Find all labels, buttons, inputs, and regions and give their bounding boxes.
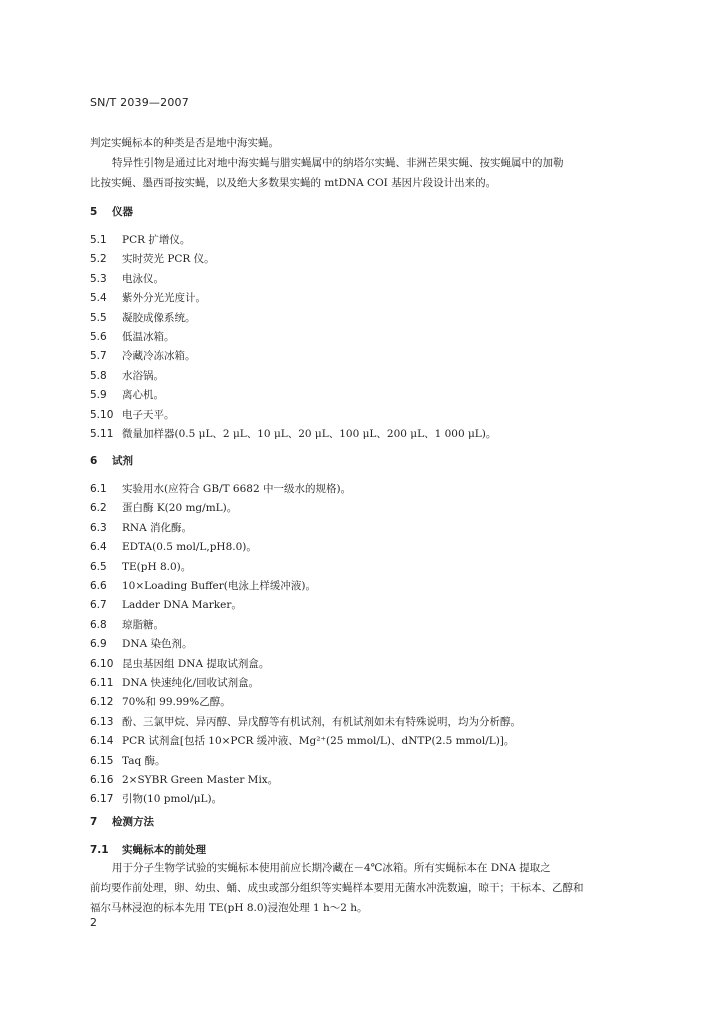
list-item — [90, 733, 514, 748]
item-text: DNA 快速纯化/回收试剂盒。 — [122, 677, 260, 689]
list-item — [90, 772, 278, 787]
item-text: 实验用水(应符合 GB/T 6682 中一级水的规格)。 — [122, 483, 352, 495]
list-item — [90, 578, 316, 593]
item-number: 6.15 — [90, 754, 114, 767]
section-6-heading — [90, 453, 133, 468]
item-number: 5.6 — [90, 331, 107, 343]
section-title: 仪器 — [112, 206, 133, 218]
section-title: 试剂 — [112, 455, 133, 467]
list-item — [90, 675, 259, 690]
list-item — [90, 597, 242, 612]
subsection-7-1-heading — [90, 842, 206, 857]
item-number: 5.9 — [90, 389, 107, 402]
document-header: SN/T 2039—2007 — [90, 96, 189, 109]
intro-line-2: 特异性引物是通过比对地中海实蝇与腊实蝇属中的纳塔尔实蝇、非洲芒果实蝇、按实蝇属中的加勒 — [112, 157, 564, 169]
item-number: 6.5 — [90, 560, 107, 573]
list-item — [90, 656, 269, 671]
list-item — [90, 387, 164, 402]
item-number: 6.10 — [90, 657, 114, 670]
item-text: TE(pH 8.0)。 — [122, 560, 192, 573]
list-item — [90, 310, 196, 325]
item-text: 70%和 99.99%乙醇。 — [122, 696, 231, 709]
section-title: 检测方法 — [112, 816, 154, 828]
item-number: 6.8 — [90, 618, 107, 631]
item-text: Taq 酶。 — [122, 754, 166, 767]
page-number: 2 — [90, 916, 97, 929]
item-number: 6.9 — [90, 638, 107, 651]
item-text: 蛋白酶 K(20 mg/mL)。 — [122, 502, 238, 515]
list-item — [90, 636, 193, 651]
item-number: 6.7 — [90, 599, 107, 612]
list-item — [90, 617, 164, 632]
section-5-heading — [90, 204, 133, 219]
item-text: 离心机。 — [122, 389, 164, 402]
item-number: 6.14 — [90, 735, 114, 748]
item-text: 酚、三氯甲烷、异丙醇、异戊醇等有机试剂，有机试剂如未有特殊说明，均为分析醇。 — [122, 715, 521, 728]
item-text: 凝胶成像系统。 — [122, 311, 196, 324]
item-number: 6.2 — [90, 502, 107, 515]
item-text: 10×Loading Buffer(电泳上样缓冲液)。 — [122, 580, 316, 592]
intro-line-3: 比按实蝇、墨西哥按实蝇，以及绝大多数果实蝇的 mtDNA COI 基因片段设计出来的。 — [90, 177, 497, 189]
section-number: 5 — [90, 206, 98, 218]
list-item — [90, 271, 164, 286]
list-item — [90, 368, 164, 383]
item-number: 6.12 — [90, 696, 114, 709]
intro-line-1: 判定实蝇标本的种类是否是地中海实蝇。 — [90, 137, 279, 149]
item-number: 5.1 — [90, 234, 107, 246]
item-number: 5.4 — [90, 292, 107, 305]
list-item — [90, 694, 231, 709]
list-item — [90, 232, 190, 247]
list-item — [90, 290, 206, 305]
list-item — [90, 559, 191, 574]
section-number: 7 — [90, 816, 98, 828]
item-number: 6.13 — [90, 715, 114, 728]
list-item — [90, 753, 166, 768]
item-text: EDTA(0.5 mol/L,pH8.0)。 — [122, 541, 257, 554]
item-number: 5.5 — [90, 311, 107, 324]
list-item — [90, 500, 237, 515]
item-number: 6.4 — [90, 541, 107, 554]
subsection-number: 7.1 — [90, 844, 109, 856]
section-number: 6 — [90, 455, 98, 467]
item-text: 水浴锅。 — [122, 369, 164, 382]
item-text: DNA 染色剂。 — [122, 638, 193, 651]
item-text: 引物(10 pmol/μL)。 — [122, 793, 223, 806]
item-number: 6.3 — [90, 521, 107, 534]
item-text: 琼脂糖。 — [122, 618, 164, 631]
list-item — [90, 329, 175, 344]
list-item — [90, 348, 196, 363]
subsection-title: 实蝇标本的前处理 — [122, 844, 206, 856]
list-item — [90, 714, 521, 729]
item-number: 6.16 — [90, 774, 114, 786]
list-item — [90, 539, 257, 554]
procedure-line-3: 福尔马林浸泡的标本先用 TE(pH 8.0)浸泡处理 1 h～2 h。 — [90, 902, 368, 914]
item-number: 6.11 — [90, 677, 114, 689]
item-number: 5.3 — [90, 272, 107, 285]
item-text: Ladder DNA Marker。 — [122, 599, 242, 612]
item-text: 电子天平。 — [122, 408, 175, 421]
list-item — [90, 426, 496, 441]
procedure-line-2: 前均要作前处理，卵、幼虫、蛹、成虫或部分组织等实蝇样本要用无菌水冲洗数遍，晾干；干标本、乙醇和 — [90, 882, 584, 894]
item-number: 6.6 — [90, 580, 107, 592]
item-number: 5.2 — [90, 253, 107, 266]
item-text: 微量加样器(0.5 μL、2 μL、10 μL、20 μL、100 μL、200 μL、1 000 μL)。 — [122, 428, 497, 440]
item-text: 紫外分光光度计。 — [122, 292, 206, 305]
list-item — [90, 407, 175, 422]
item-text: PCR 试剂盒[包括 10×PCR 缓冲液、Mg²⁺(25 mmol/L)、dNTP(2.5 mmol/L)]。 — [122, 735, 515, 748]
item-text: 2×SYBR Green Master Mix。 — [122, 774, 279, 786]
item-number: 5.11 — [90, 428, 114, 440]
item-number: 5.7 — [90, 350, 107, 363]
item-text: PCR 扩增仪。 — [122, 234, 191, 246]
item-text: 实时荧光 PCR 仪。 — [122, 253, 215, 266]
item-text: 冷藏冷冻冰箱。 — [122, 350, 196, 363]
item-text: 低温冰箱。 — [122, 331, 175, 343]
item-number: 5.8 — [90, 369, 107, 382]
item-text: RNA 消化酶。 — [122, 521, 193, 534]
item-text: 电泳仪。 — [122, 272, 164, 285]
item-number: 5.10 — [90, 408, 114, 421]
item-number: 6.1 — [90, 483, 107, 495]
section-7-heading — [90, 814, 154, 829]
procedure-line-1: 用于分子生物学试验的实蝇标本使用前应长期冷藏在－4℃冰箱。所有实蝇标本在 DNA 提取之 — [112, 862, 551, 874]
list-item — [90, 791, 222, 806]
list-item — [90, 520, 192, 535]
list-item — [90, 481, 351, 496]
list-item — [90, 251, 215, 266]
item-number: 6.17 — [90, 793, 114, 806]
item-text: 昆虫基因组 DNA 提取试剂盒。 — [122, 657, 270, 670]
